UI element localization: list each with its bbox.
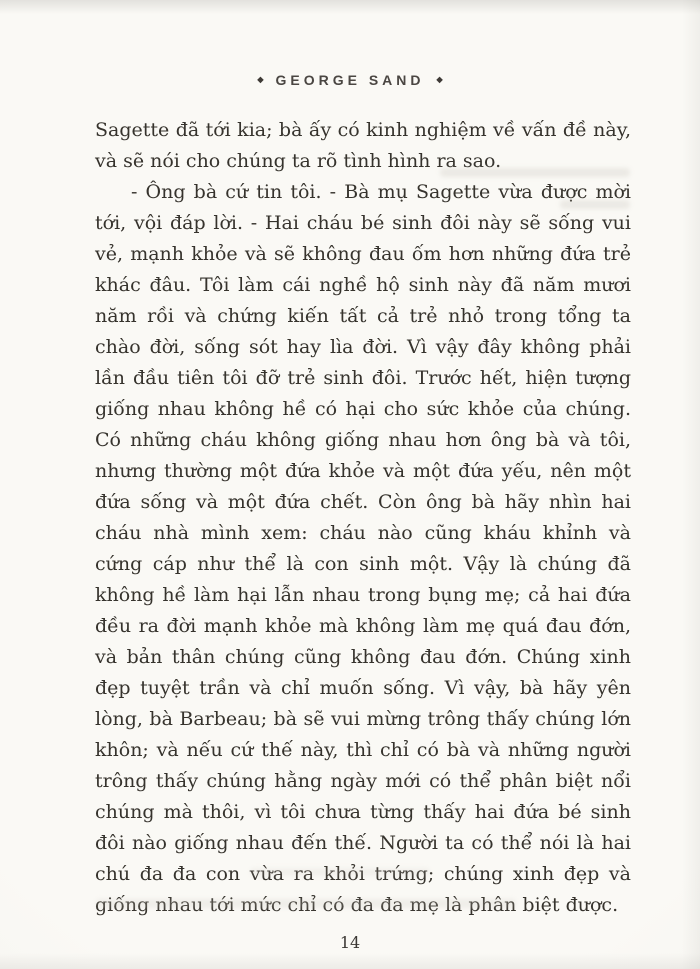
paragraph-continuation: Sagette đã tới kia; bà ấy có kinh nghiệm về vấn đề này, và sẽ nói cho chúng ta rõ tình hình ra sao.: [95, 119, 631, 172]
page-number: 14: [339, 933, 361, 952]
running-head-title: GEORGE SAND: [275, 72, 425, 88]
page-footer: [0, 933, 700, 952]
running-head: [0, 72, 700, 88]
diamond-ornament-icon: ◆: [257, 74, 264, 84]
body-text: [95, 115, 631, 921]
paragraph-dialogue: - Ông bà cứ tin tôi. - Bà mụ Sagette vừa được mời tới, vội đáp lời. - Hai cháu bé sinh đôi này sẽ sống vui vẻ, mạnh khỏe và sẽ không đau ốm hơn những đứa trẻ khác đâu. Tôi làm cái nghề hộ sinh này đã năm mươi năm rồi và chứng kiến tất cả trẻ nhỏ trong tổng ta chào đời, sống sót hay lìa đời. Vì vậy đây không phải lần đầu tiên tôi đỡ trẻ sinh đôi. Trước hết, hiện tượng giống nhau không hề có hại cho sức khỏe của chúng. Có những cháu không giống nhau hơn ông bà và tôi, nhưng thường một đứa khỏe và một đứa yếu, nên một đứa sống và một đứa chết. Còn ông bà hãy nhìn hai cháu nhà mình xem: cháu nào cũng kháu khỉnh và cứng cáp như thể là con sinh một. Vậy là chúng đã không hề làm hại lẫn nhau trong bụng mẹ; cả hai đứa đều ra đời mạnh khỏe mà không làm mẹ quá đau đớn, và bản thân chúng cũng không đau đớn. Chúng xinh đẹp tuyệt trần và chỉ muốn sống. Vì vậy, bà hãy yên lòng, bà Barbeau; bà sẽ vui mừng trông thấy chúng lớn khôn; và nếu cứ thế này, thì chỉ có bà và những người trông thấy chúng hằng ngày mới có thể phân biệt nổi chúng mà thôi, vì tôi chưa từng thấy hai đứa bé sinh đôi nào giống nhau đến thế. Người ta có thể nói là hai chú đa đa con vừa ra khỏi trứng; chúng xinh đẹp và giống nhau tới mức chỉ có đa đa mẹ là phân biệt được.: [95, 181, 631, 916]
diamond-ornament-icon: ◆: [436, 74, 443, 84]
